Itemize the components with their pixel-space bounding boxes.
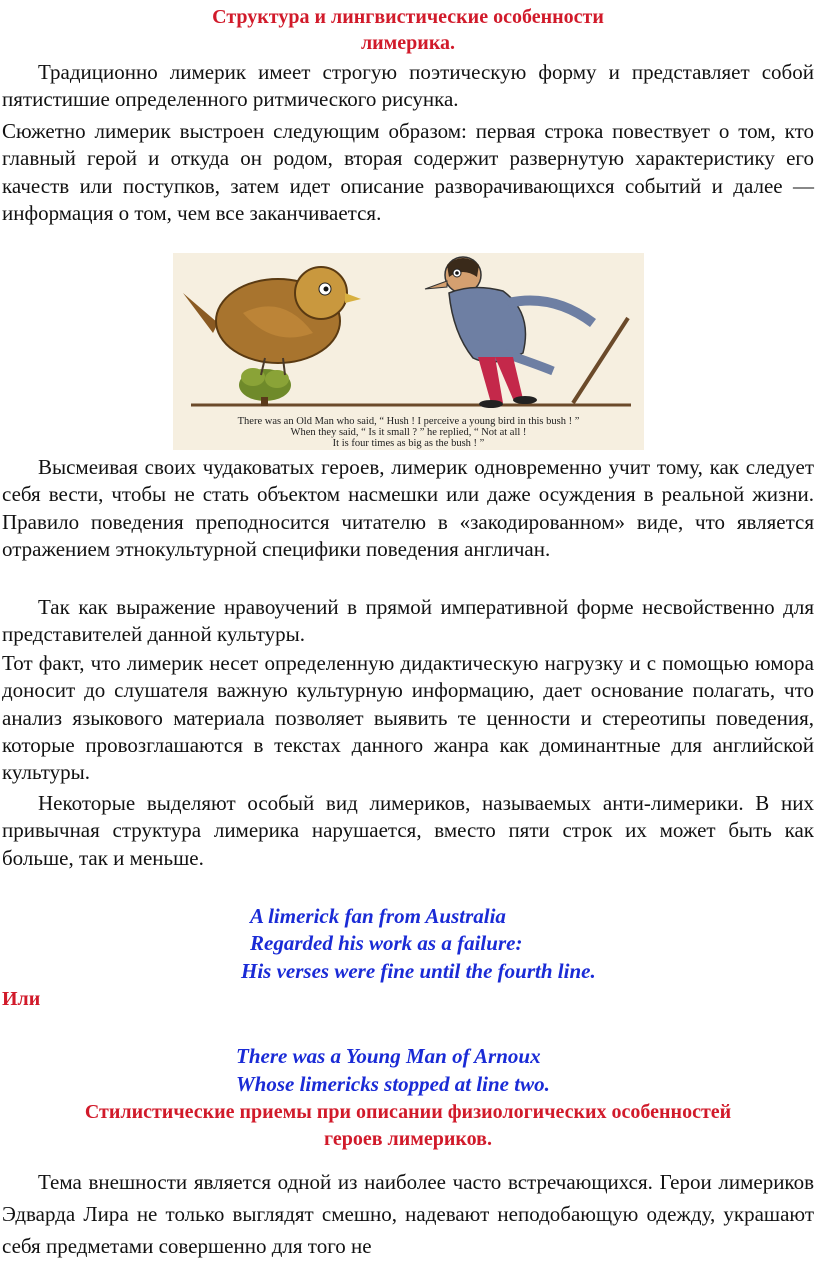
bird-and-old-man-drawing <box>173 253 644 413</box>
paragraph-2: Сюжетно лимерик выстроен следующим образом: первая строка повествует о том, кто главный герой и откуда он родом, вторая содержит развернутую характеристику его качеств или поступков, затем идет описание разворачивающихся событий и далее — информация о том, чем все заканчивается. <box>2 119 814 225</box>
section-2-title-line-1: Стилистические приемы при описании физиологических особенностей <box>84 1101 732 1123</box>
or-label: Или <box>2 988 41 1010</box>
bush-icon <box>239 368 291 406</box>
paragraph-3: Высмеивая своих чудаковатых героев, лимерик одновременно учит тому, как следует себя вести, чтобы не стать объектом насмешки или даже осуждения в реальной жизни. Правило поведения преподносится читателю в «закодированном» виде, что является отражением этнокультурной специфики поведения англичан. <box>2 455 814 561</box>
poem-2-line-1: There was a Young Man of Arnoux <box>236 1044 541 1068</box>
bird-icon <box>183 267 361 375</box>
old-man-icon <box>425 257 628 408</box>
paragraph-5: Тот факт, что лимерик несет определенную дидактическую нагрузку и с помощью юмора доносит до слушателя важную культурную информацию, дает основание полагать, что анализ языкового материала позволяет выявить те ценности и стереотипы поведения, которые провозглашаются в текстах данного жанра как доминантные для английской культуры. <box>2 651 814 785</box>
page-title-line-1: Структура и лингвистические особенности <box>212 6 604 28</box>
page-title-line-2: лимерика. <box>360 32 456 54</box>
illustration-caption <box>173 416 644 449</box>
poem-1-line-2: Regarded his work as a failure: <box>250 931 523 955</box>
lear-illustration <box>173 253 644 450</box>
poem-1-line-1: A limerick fan from Australia <box>250 904 506 928</box>
paragraph-4: Так как выражение нравоучений в прямой императивной форме несвойственно для представителей данной культуры. <box>2 595 814 647</box>
paragraph-6: Некоторые выделяют особый вид лимериков, называемых анти-лимерики. В них привычная структура лимерика нарушается, вместо пяти строк их может быть как больше, так и меньше. <box>2 791 814 870</box>
section-2-title-line-2: героев лимериков. <box>324 1128 492 1150</box>
caption-line-2: When they said, “ Is it small ? ” he replied, “ Not at all ! <box>290 427 527 438</box>
poem-2-line-2: Whose limericks stopped at line two. <box>236 1072 550 1096</box>
caption-line-1: There was an Old Man who said, “ Hush ! I perceive a young bird in this bush ! ” <box>237 416 580 427</box>
caption-line-3: It is four times as big as the bush ! ” <box>332 438 485 449</box>
paragraph-7: Тема внешности является одной из наиболее часто встречающихся. Герои лимериков Эдварда Лира не только выглядят смешно, надевают неподобающую одежду, украшают себя предметами совершенно для того не <box>2 1170 814 1258</box>
poem-1-line-3: His verses were fine until the fourth line. <box>241 959 596 983</box>
paragraph-1: Традиционно лимерик имеет строгую поэтическую форму и представляет собой пятистишие определенного ритмического рисунка. <box>2 60 814 112</box>
